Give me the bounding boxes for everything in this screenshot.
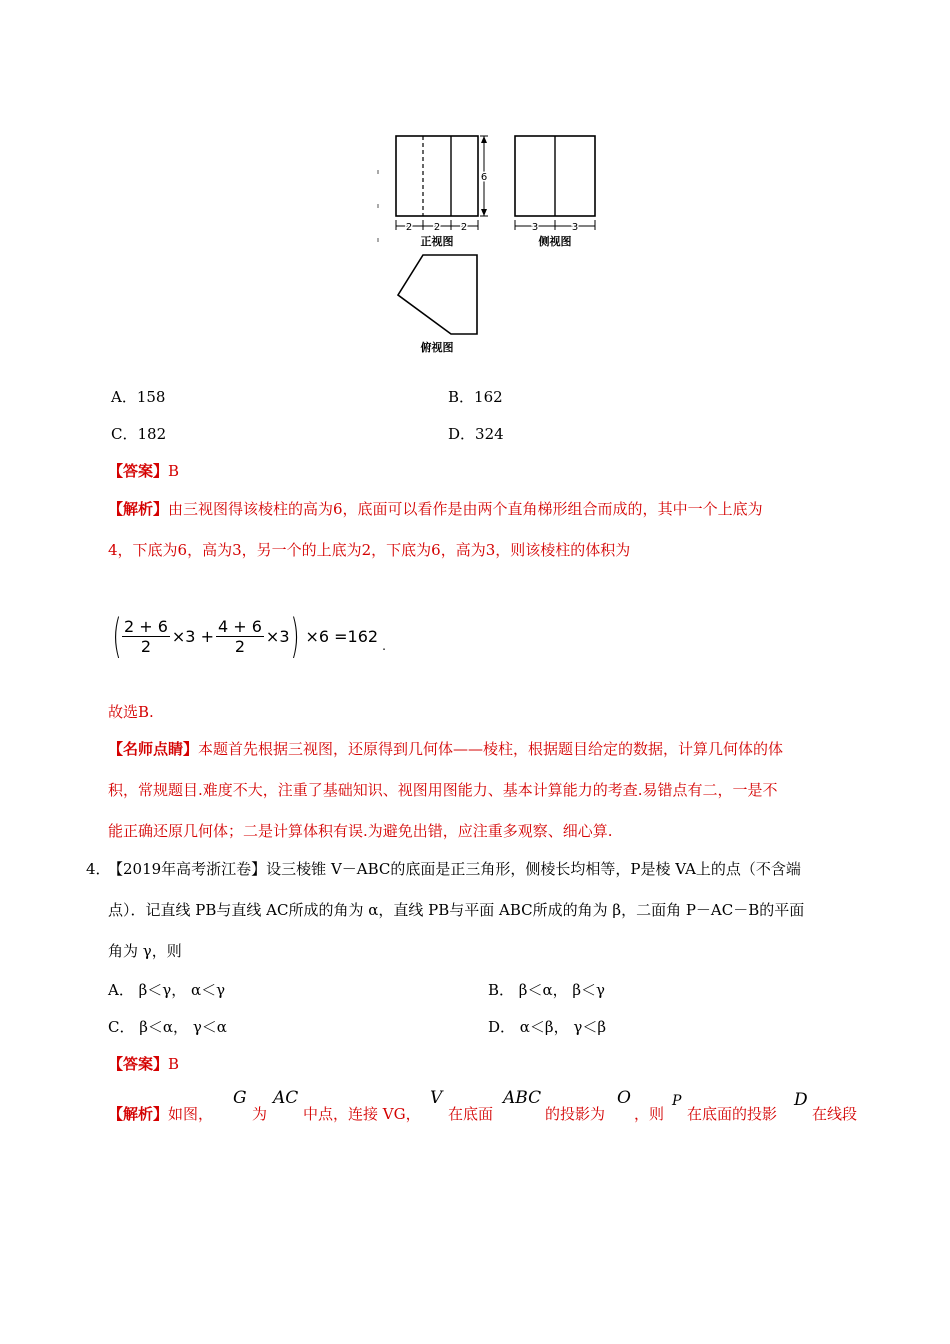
q4-stem-line-3: 角为 γ，则: [108, 942, 182, 960]
math-V: V: [430, 1088, 443, 1108]
fraction-2-numerator: 4 + 6: [217, 616, 262, 636]
tip-tag: 【名师点睛】: [108, 740, 199, 758]
q3-option-d: D．324: [448, 425, 504, 443]
tip-text: 本题首先根据三视图，还原得到几何体——棱柱，根据题目给定的数据，计算几何体的体: [198, 740, 784, 758]
q4-option-c: C． β＜α， γ＜α: [108, 1018, 227, 1036]
side-view: [515, 136, 595, 230]
three-view-figure: [370, 128, 610, 360]
analysis-text-1: 如图，: [168, 1105, 214, 1123]
answer-tag: 【答案】: [108, 1055, 169, 1073]
side-dim-2: 3: [571, 222, 579, 233]
q4-analysis-line-1: [108, 1105, 213, 1123]
math-O: O: [617, 1088, 631, 1108]
volume-formula: [108, 608, 386, 664]
side-dim-1: 3: [531, 222, 539, 233]
top-view-label: 俯视图: [420, 341, 454, 354]
q4-option-d: D． α＜β， γ＜β: [488, 1018, 607, 1036]
fraction-2: [216, 617, 264, 656]
front-dim-3: 2: [460, 222, 468, 233]
answer-value: B: [168, 1055, 180, 1073]
answer-tag: 【答案】: [108, 462, 169, 480]
times-3-plus: ×3 +: [171, 626, 214, 646]
fraction-1-numerator: 2 + 6: [123, 616, 168, 636]
q3-tip-line-2: 积，常规题目.难度不大，注重了基础知识、视图用图能力、基本计算能力的考查.易错点有二，一是不: [108, 781, 778, 799]
q3-analysis-line-2: 4，下底为6，高为3，另一个的上底为2，下底为6，高为3，则该棱柱的体积为: [108, 541, 631, 559]
fraction-1-denominator: 2: [140, 636, 152, 656]
math-G: G: [233, 1088, 247, 1108]
q4-option-b: B． β＜α， β＜γ: [488, 981, 605, 999]
q3-answer: [108, 462, 179, 480]
side-view-label: 侧视图: [538, 235, 572, 248]
q4-answer: [108, 1055, 179, 1073]
front-view-label: 正视图: [420, 235, 454, 248]
analysis-text-2: 为: [252, 1105, 268, 1123]
front-dim-1: 2: [405, 222, 413, 233]
times-3: ×3: [265, 626, 290, 646]
analysis-text: 由三视图得该棱柱的高为6，底面可以看作是由两个直角梯形组合而成的，其中一个上底为: [168, 500, 763, 518]
analysis-text-3: 中点，连接 VG，: [303, 1105, 421, 1123]
q4-option-a: A． β＜γ， α＜γ: [108, 981, 226, 999]
math-D: D: [794, 1090, 808, 1110]
q4-stem-line-2: 点）．记直线 PB与直线 AC所成的角为 α，直线 PB与平面 ABC所成的角为 β，二面角 P－AC－B的平面: [108, 901, 805, 919]
analysis-tag: 【解析】: [108, 500, 169, 518]
times-6-result: ×6 =162: [305, 626, 379, 646]
analysis-text-4: 在底面: [448, 1105, 494, 1123]
q3-option-a: A．158: [111, 388, 166, 406]
fraction-1: [122, 617, 170, 656]
fraction-2-denominator: 2: [234, 636, 246, 656]
front-view: [396, 136, 488, 230]
q4-number: 4．: [86, 860, 111, 878]
math-ABC: ABC: [503, 1088, 542, 1108]
front-dim-2: 2: [433, 222, 441, 233]
math-AC: AC: [273, 1088, 299, 1108]
answer-value: B: [168, 462, 180, 480]
formula-period: .: [382, 639, 386, 653]
analysis-text-5: 的投影为: [545, 1105, 606, 1123]
left-paren: (: [112, 609, 122, 663]
math-P: P: [672, 1093, 682, 1109]
q3-option-c: C．182: [111, 425, 167, 443]
right-paren: ): [289, 609, 299, 663]
analysis-text-6: ，则: [634, 1105, 665, 1123]
top-view: [398, 255, 477, 334]
q3-tip-line-3: 能正确还原几何体；二是计算体积有误.为避免出错，应注重多观察、细心算.: [108, 822, 613, 840]
analysis-text-7: 在底面的投影: [687, 1105, 778, 1123]
analysis-text-8: 在线段: [812, 1105, 858, 1123]
q3-analysis-line-1: [108, 500, 763, 518]
q3-choose: 故选B.: [108, 703, 154, 721]
q4-stem-line-1: 【2019年高考浙江卷】设三棱锥 V－ABC的底面是正三角形，侧棱长均相等，P是棱 VA上的点（不含端: [108, 860, 801, 878]
q3-tip-line-1: [108, 740, 783, 758]
q3-option-b: B．162: [448, 388, 503, 406]
analysis-tag: 【解析】: [108, 1105, 169, 1123]
front-height-dim: 6: [480, 172, 488, 183]
